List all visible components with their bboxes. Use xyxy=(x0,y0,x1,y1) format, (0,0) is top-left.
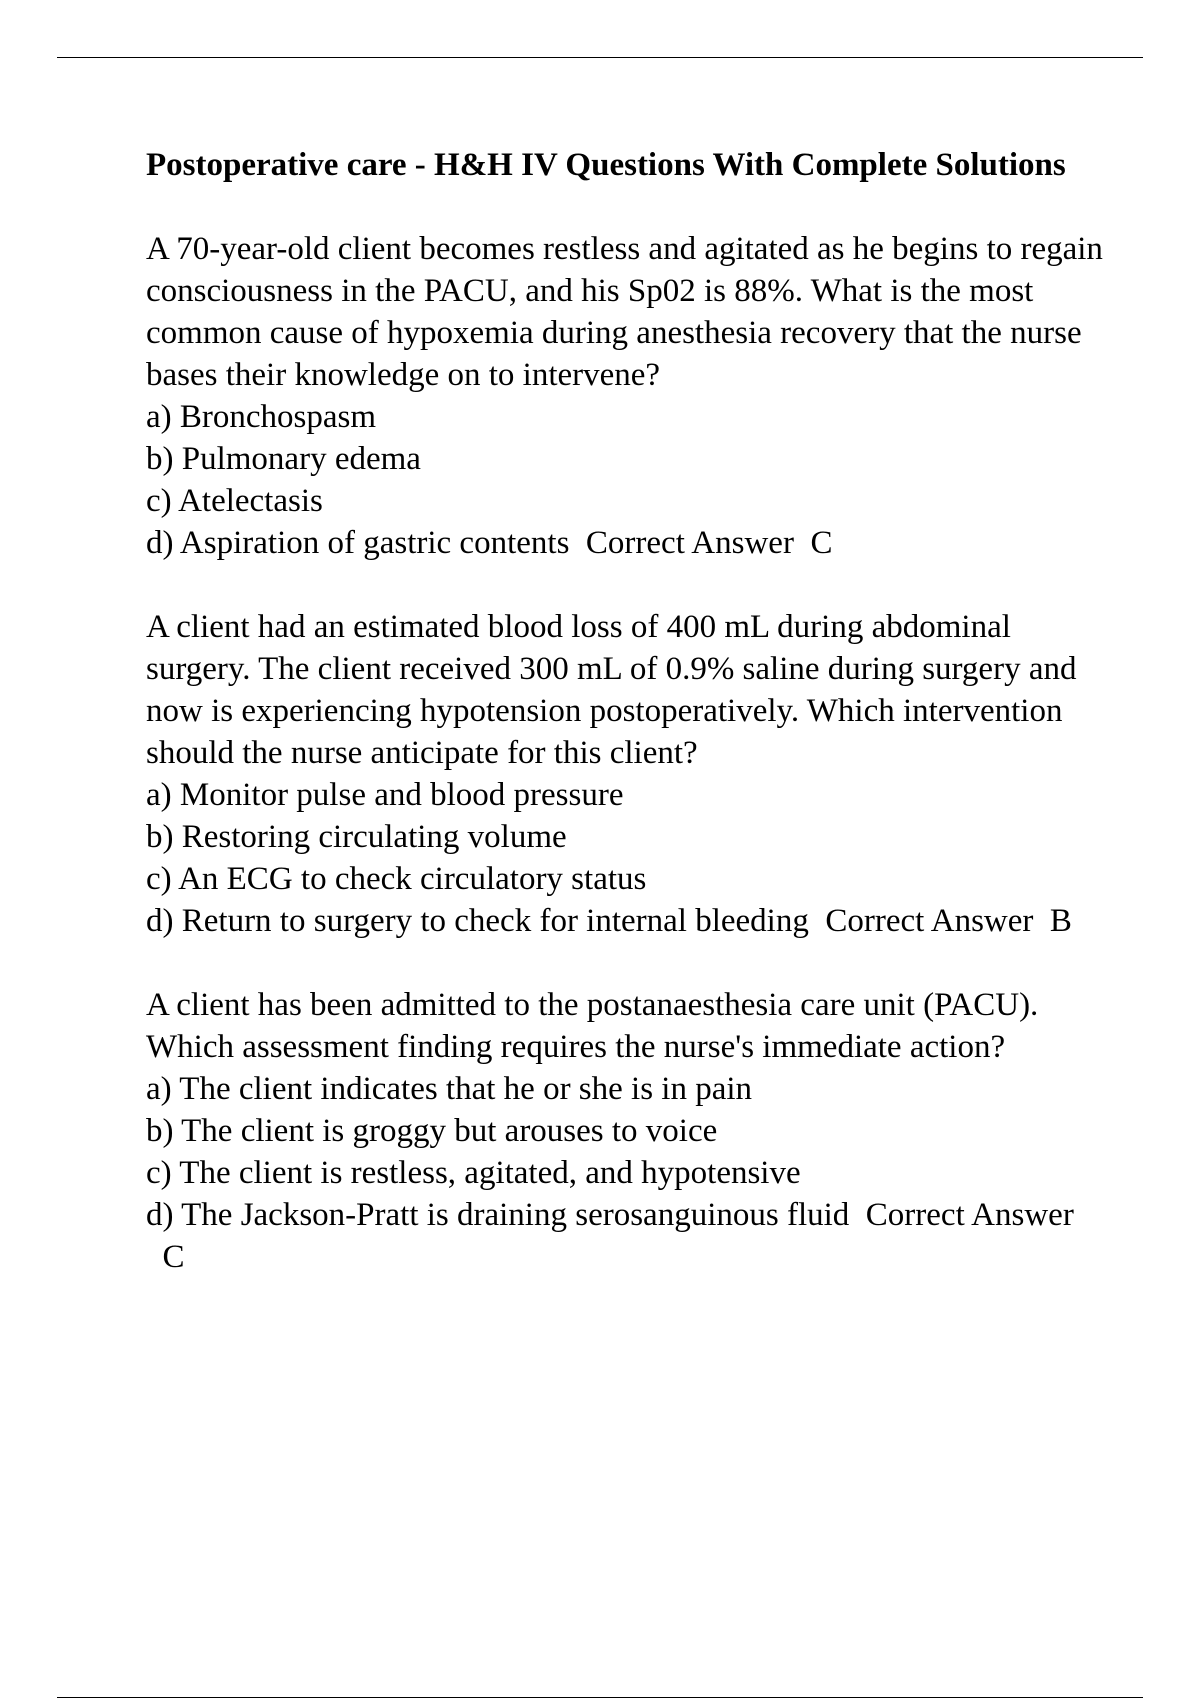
correct-answer-label: Correct Answer xyxy=(825,903,1034,939)
top-divider xyxy=(57,57,1143,58)
answer-option-text: d) Return to surgery to check for internal bleeding xyxy=(146,903,809,939)
correct-answer-value: C xyxy=(162,1239,185,1275)
correct-answer-label: Correct Answer xyxy=(585,525,794,561)
answer-option-text: d) The Jackson-Pratt is draining serosanguinous fluid xyxy=(146,1197,850,1233)
correct-answer-value: C xyxy=(810,525,833,561)
question-stem: A client had an estimated blood loss of 400 mL during abdominal surgery. The client received 300 mL of 0.9% saline during surgery and now is experiencing hypotension postoperatively. Which intervention should the nurse anticipate for this client? xyxy=(146,609,1077,771)
answer-option: b) Pulmonary edema xyxy=(146,441,421,477)
question-stem: A 70-year-old client becomes restless and agitated as he begins to regain consciousness in the PACU, and his Sp02 is 88%. What is the most common cause of hypoxemia during anesthesia recovery that the nurse bases their knowledge on to intervene? xyxy=(146,231,1103,393)
correct-answer-label: Correct Answer xyxy=(865,1197,1074,1233)
document-body xyxy=(146,144,1106,1320)
answer-option: c) Atelectasis xyxy=(146,483,323,519)
question-stem: A client has been admitted to the postanaesthesia care unit (PACU). Which assessment finding requires the nurse's immediate action? xyxy=(146,987,1039,1065)
question-1 xyxy=(146,228,1106,564)
answer-option: a) Monitor pulse and blood pressure xyxy=(146,777,624,813)
answer-option: c) The client is restless, agitated, and hypotensive xyxy=(146,1155,801,1191)
bottom-divider xyxy=(57,1697,1143,1698)
answer-option-text: d) Aspiration of gastric contents xyxy=(146,525,570,561)
answer-option-last xyxy=(146,1194,1106,1278)
answer-option: c) An ECG to check circulatory status xyxy=(146,861,647,897)
answer-option-last xyxy=(146,522,1106,564)
answer-option: b) The client is groggy but arouses to voice xyxy=(146,1113,718,1149)
document-title: Postoperative care - H&H IV Questions With Complete Solutions xyxy=(146,147,1066,183)
answer-option: b) Restoring circulating volume xyxy=(146,819,567,855)
question-2 xyxy=(146,606,1106,942)
answer-option: a) The client indicates that he or she is in pain xyxy=(146,1071,753,1107)
answer-option: a) Bronchospasm xyxy=(146,399,377,435)
correct-answer-value: B xyxy=(1049,903,1072,939)
question-3 xyxy=(146,984,1106,1278)
answer-option-last xyxy=(146,900,1106,942)
